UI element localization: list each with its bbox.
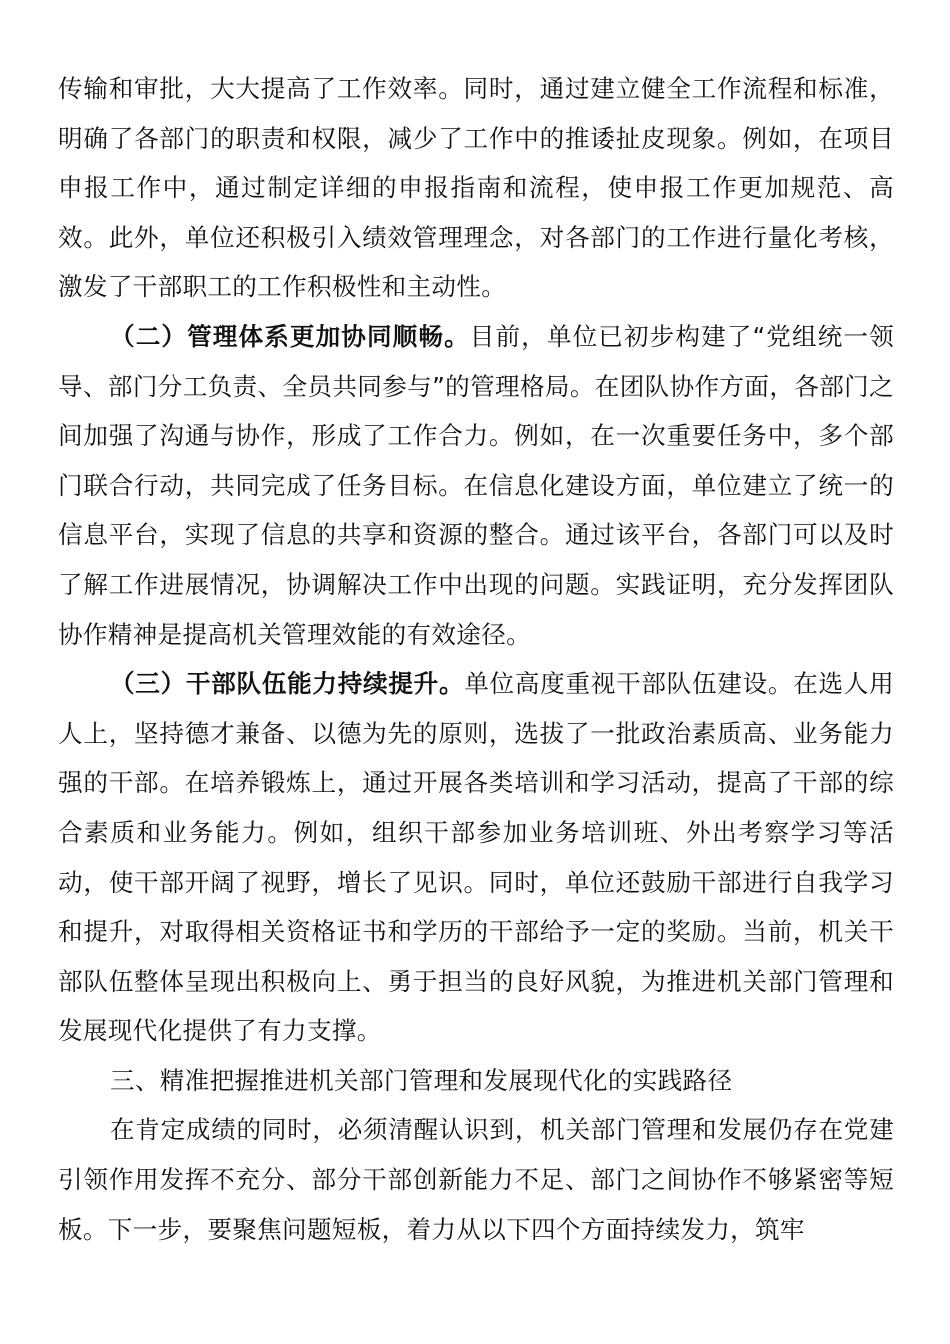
paragraph-management-system (58, 312, 894, 659)
subheading-management-system: （二）管理体系更加协同顺畅。 (110, 321, 470, 351)
document-page (58, 64, 894, 1254)
subheading-cadre-capability: （三）干部队伍能力持续提升。 (110, 669, 465, 699)
section-heading-practice-path: 三、精准把握推进机关部门管理和发展现代化的实践路径 (110, 1065, 733, 1095)
paragraph-shortcomings: 在肯定成绩的同时，必须清醒认识到，机关部门管理和发展仍存在党建引领作用发挥不充分、部分干部创新能力不足、部门之间协作不够紧密等短板。下一步，要聚焦问题短板，着力从以下四个方面持续发力，筑牢 (58, 1115, 894, 1244)
paragraph-continuation: 传输和审批，大大提高了工作效率。同时，通过建立健全工作流程和标准，明确了各部门的职责和权限，减少了工作中的推诿扯皮现象。例如，在项目申报工作中，通过制定详细的申报指南和流程，使申报工作更加规范、高效。此外，单位还积极引入绩效管理理念，对各部门的工作进行量化考核，激发了干部职工的工作积极性和主动性。 (58, 74, 894, 302)
paragraph-cadre-capability (58, 659, 894, 1056)
paragraph-management-system-body: 目前，单位已初步构建了“党组统一领导、部门分工负责、全员共同参与”的管理格局。在团队协作方面，各部门之间加强了沟通与协作，形成了工作合力。例如，在一次重要任务中，多个部门联合行动，共同完成了任务目标。在信息化建设方面，单位建立了统一的信息平台，实现了信息的共享和资源的整合。通过该平台，各部门可以及时了解工作进展情况，协调解决工作中出现的问题。实践证明，充分发挥团队协作精神是提高机关管理效能的有效途径。 (58, 321, 894, 649)
paragraph-cadre-capability-body: 单位高度重视干部队伍建设。在选人用人上，坚持德才兼备、以德为先的原则，选拔了一批政治素质高、业务能力强的干部。在培养锻炼上，通过开展各类培训和学习活动，提高了干部的综合素质和业务能力。例如，组织干部参加业务培训班、外出考察学习等活动，使干部开阔了视野，增长了见识。同时，单位还鼓励干部进行自我学习和提升，对取得相关资格证书和学历的干部给予一定的奖励。当前，机关干部队伍整体呈现出积极向上、勇于担当的良好风貌，为推进机关部门管理和发展现代化提供了有力支撑。 (58, 669, 894, 1046)
